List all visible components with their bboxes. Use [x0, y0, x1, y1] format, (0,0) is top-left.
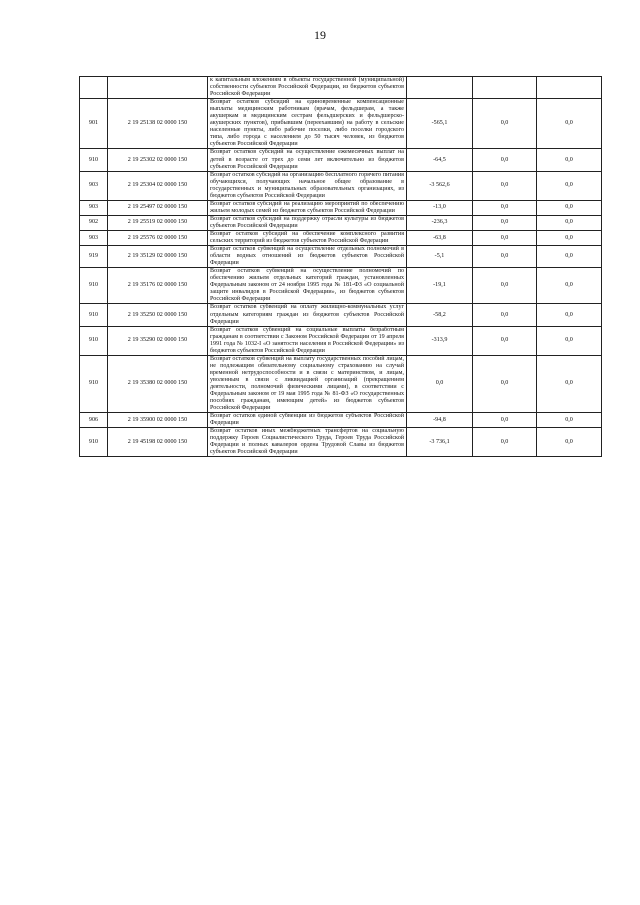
amount-cell: -63,8 — [407, 230, 473, 245]
amount-year3-cell: 0,0 — [537, 171, 602, 200]
budget-code-cell: 2 19 25302 02 0000 150 — [108, 149, 208, 171]
amount-year3-cell: 0,0 — [537, 246, 602, 268]
amount-year3-cell: 0,0 — [537, 149, 602, 171]
amount-year3-cell: 0,0 — [537, 200, 602, 215]
amount-year2-cell: 0,0 — [473, 246, 537, 268]
description-cell: Возврат остатков субсидий на обеспечение комплексного развития сельских территорий из бюджетов субъектов Российской Федерации — [208, 230, 407, 245]
amount-year2-cell: 0,0 — [473, 268, 537, 304]
amount-year2-cell: 0,0 — [473, 200, 537, 215]
budget-code-cell: 2 19 25304 02 0000 150 — [108, 171, 208, 200]
table-row — [80, 215, 602, 230]
admin-code-cell: 903 — [80, 200, 108, 215]
description-cell: Возврат остатков иных межбюджетных трансфертов на социальную поддержку Героев Социалистического Труда, Героев Труда Российской Федерации и полных кавалеров ордена Трудовой Славы из бюджетов субъектов Российской Федерации — [208, 428, 407, 457]
amount-cell: -236,3 — [407, 215, 473, 230]
amount-year3-cell: 0,0 — [537, 99, 602, 149]
description-cell: Возврат остатков субвенций на социальные выплаты безработным гражданам в соответствии с Законом Российской Федерации от 19 апреля 1991 года № 1032-I «О занятости населения в Российской Федерации» из бюджетов субъектов Российской Федерации — [208, 326, 407, 355]
amount-year2-cell: 0,0 — [473, 304, 537, 326]
amount-year2-cell: 0,0 — [473, 99, 537, 149]
table-row — [80, 355, 602, 412]
table-row — [80, 246, 602, 268]
budget-code-cell: 2 19 45198 02 0000 150 — [108, 428, 208, 457]
amount-cell — [407, 77, 473, 99]
budget-code-cell: 2 19 25576 02 0000 150 — [108, 230, 208, 245]
table-row — [80, 326, 602, 355]
budget-table-body — [80, 77, 602, 457]
amount-year2-cell: 0,0 — [473, 428, 537, 457]
amount-cell: -94,8 — [407, 413, 473, 428]
amount-year3-cell — [537, 77, 602, 99]
amount-year2-cell: 0,0 — [473, 230, 537, 245]
table-row — [80, 230, 602, 245]
budget-code-cell: 2 19 35129 02 0000 150 — [108, 246, 208, 268]
budget-code-cell: 2 19 25138 02 0000 150 — [108, 99, 208, 149]
amount-year3-cell: 0,0 — [537, 355, 602, 412]
amount-cell: -3 562,6 — [407, 171, 473, 200]
budget-code-cell — [108, 77, 208, 99]
budget-code-cell: 2 19 35380 02 0000 150 — [108, 355, 208, 412]
admin-code-cell: 901 — [80, 99, 108, 149]
amount-year3-cell: 0,0 — [537, 215, 602, 230]
description-cell: Возврат остатков субсидий на единовременные компенсационные выплаты медицинским работникам (врачам, фельдшерам, а также акушеркам и медицинским сестрам фельдшерских и фельдшерско-акушерских пунктов), прибывшим (переехавшим) на работу в сельские населенные пункты, либо рабочие поселки, либо поселки городского типа, либо города с населением до 50 тысяч человек, из бюджетов субъектов Российской Федерации — [208, 99, 407, 149]
admin-code-cell: 910 — [80, 304, 108, 326]
description-cell: Возврат остатков субвенций на осуществление отдельных полномочий в области водных отношений из бюджетов субъектов Российской Федерации — [208, 246, 407, 268]
amount-cell: -58,2 — [407, 304, 473, 326]
description-cell: Возврат остатков субвенций на выплату государственных пособий лицам, не подлежащим обязательному социальному страхованию на случай временной нетрудоспособности и в связи с материнством, и лицам, уволенным в связи с ликвидацией организаций (прекращением деятельности, полномочий физическими лицами), в соответствии с Федеральным законом от 19 мая 1995 года № 81-ФЗ «О государственных пособиях гражданам, имеющим детей» из бюджетов субъектов Российской Федерации — [208, 355, 407, 412]
budget-table — [79, 76, 602, 457]
table-row — [80, 413, 602, 428]
budget-code-cell: 2 19 35290 02 0000 150 — [108, 326, 208, 355]
budget-code-cell: 2 19 25497 02 0000 150 — [108, 200, 208, 215]
admin-code-cell: 906 — [80, 413, 108, 428]
description-cell: Возврат остатков субсидий на осуществление ежемесячных выплат на детей в возрасте от трех до семи лет включительно из бюджетов субъектов Российской Федерации — [208, 149, 407, 171]
amount-year3-cell: 0,0 — [537, 413, 602, 428]
amount-year2-cell — [473, 77, 537, 99]
table-row — [80, 149, 602, 171]
amount-cell: -13,0 — [407, 200, 473, 215]
description-cell: Возврат остатков единой субвенции из бюджетов субъектов Российской Федерации — [208, 413, 407, 428]
amount-year3-cell: 0,0 — [537, 428, 602, 457]
amount-year2-cell: 0,0 — [473, 413, 537, 428]
amount-year2-cell: 0,0 — [473, 355, 537, 412]
table-row — [80, 200, 602, 215]
table-row — [80, 428, 602, 457]
table-row — [80, 171, 602, 200]
amount-year2-cell: 0,0 — [473, 215, 537, 230]
description-cell: Возврат остатков субвенций на оплату жилищно-коммунальных услуг отдельным категориям граждан из бюджетов субъектов Российской Федерации — [208, 304, 407, 326]
admin-code-cell: 903 — [80, 230, 108, 245]
amount-year3-cell: 0,0 — [537, 326, 602, 355]
description-cell: Возврат остатков субсидий на организацию бесплатного горячего питания обучающихся, получающих начальное общее образование в государственных и муниципальных образовательных организациях, из бюджетов субъектов Российской Федерации — [208, 171, 407, 200]
amount-year2-cell: 0,0 — [473, 326, 537, 355]
amount-cell: -313,9 — [407, 326, 473, 355]
description-cell: к капитальным вложениям в объекты государственной (муниципальной) собственности субъектов Российской Федерации, из бюджетов субъектов Российской Федерации — [208, 77, 407, 99]
amount-cell: 0,0 — [407, 355, 473, 412]
amount-year3-cell: 0,0 — [537, 268, 602, 304]
amount-year2-cell: 0,0 — [473, 149, 537, 171]
amount-year3-cell: 0,0 — [537, 304, 602, 326]
admin-code-cell: 910 — [80, 355, 108, 412]
amount-year2-cell: 0,0 — [473, 171, 537, 200]
budget-code-cell: 2 19 35176 02 0000 150 — [108, 268, 208, 304]
amount-cell: -5,1 — [407, 246, 473, 268]
admin-code-cell: 910 — [80, 428, 108, 457]
table-row — [80, 77, 602, 99]
budget-code-cell: 2 19 25519 02 0000 150 — [108, 215, 208, 230]
amount-year3-cell: 0,0 — [537, 230, 602, 245]
admin-code-cell: 910 — [80, 149, 108, 171]
table-row — [80, 268, 602, 304]
budget-code-cell: 2 19 35900 02 0000 150 — [108, 413, 208, 428]
admin-code-cell: 910 — [80, 268, 108, 304]
page-number: 19 — [314, 28, 326, 42]
admin-code-cell: 903 — [80, 171, 108, 200]
description-cell: Возврат остатков субсидий на реализацию мероприятий по обеспечению жильем молодых семей из бюджетов субъектов Российской Федерации — [208, 200, 407, 215]
table-row — [80, 304, 602, 326]
admin-code-cell: 910 — [80, 326, 108, 355]
amount-cell: -3 736,1 — [407, 428, 473, 457]
admin-code-cell — [80, 77, 108, 99]
admin-code-cell: 919 — [80, 246, 108, 268]
description-cell: Возврат остатков субвенций на осуществление полномочий по обеспечению жильем отдельных категорий граждан, установленных Федеральным законом от 24 ноября 1995 года № 181-ФЗ «О социальной защите инвалидов в Российской Федерации», из бюджетов субъектов Российской Федерации — [208, 268, 407, 304]
table-row — [80, 99, 602, 149]
amount-cell: -19,1 — [407, 268, 473, 304]
budget-code-cell: 2 19 35250 02 0000 150 — [108, 304, 208, 326]
amount-cell: -565,1 — [407, 99, 473, 149]
description-cell: Возврат остатков субсидий на поддержку отрасли культуры из бюджетов субъектов Российской Федерации — [208, 215, 407, 230]
amount-cell: -64,5 — [407, 149, 473, 171]
admin-code-cell: 902 — [80, 215, 108, 230]
